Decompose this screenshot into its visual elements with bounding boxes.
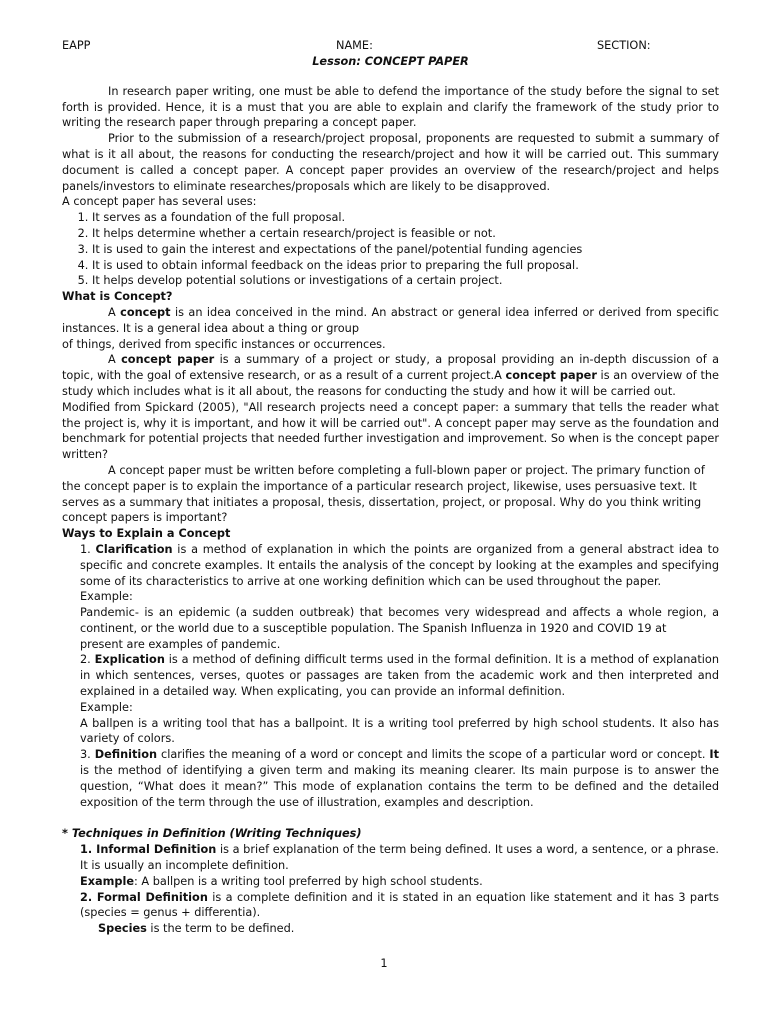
before-paragraph: A concept paper must be written before completing a full-blown paper or project. The primary function of the concept paper is to explain the importance of a particular research project, likewise, uses persuasive text. It serves as a summary that initiates a proposal, thesis, dissertation, project, or proposal. Why do you think writing concept papers is important? [62,463,705,525]
species-line: Species is the term to be defined. [98,922,295,936]
example-text: Pandemic- is an epidemic (a sudden outbreak) that becomes very widespread and affects a whole region, a continent, or the world due to a susceptible population. The Spanish Influenza in 1920 and COVID 19 at [80,606,719,635]
subject-label: EAPP [62,39,91,52]
term-bold: concept paper [121,353,215,367]
section-label: SECTION: [597,39,651,52]
informal-example: Example: A ballpen is a writing tool preferred by high school students. [80,874,483,888]
concept-line2: of things, derived from specific instances or occurrences. [62,337,386,351]
term-bold: Clarification [95,542,173,556]
lesson-title: Lesson: CONCEPT PAPER [312,55,469,68]
uses-intro: A concept paper has several uses: [62,195,257,209]
list-item: 2. It helps determine whether a certain research/project is feasible or not. [92,226,719,242]
example-label: Example: [80,700,133,714]
term-bold: Explication [94,653,165,667]
definition-block [62,747,719,810]
formal-definition: 2. Formal Definition is a complete definition and it is stated in an equation like statement and it has 3 parts (species = genus + differentia). [80,890,719,920]
explication-paragraph: 2. Explication is a method of defining difficult terms used in the formal definition. It is a method of explanation in which sentences, verses, quotes or passages are taken from the academic work and then interpreted and explained in a detailed way. When explicating, you can provide an informal definition. [80,653,719,699]
list-item: 5. It helps develop potential solutions or investigations of a certain project. [92,273,719,289]
proposal-paragraph: Prior to the submission of a research/project proposal, proponents are requested to submit a summary of what is it all about, the reasons for conducting the research/project and how it will be carried out. This summary document is called a concept paper. A concept paper provides an overview of the research/project and helps panels/investors to eliminate researches/proposals which are likely to be disapproved. [62,132,719,193]
term-bold: concept paper [505,369,597,383]
term-bold: Definition [94,748,158,762]
clarification-paragraph: 1. Clarification is a method of explanation in which the points are organized from a general abstract idea to specific and concrete examples. It entails the analysis of the concept by looking at the examples and specifying some of its characteristics to arrive at one working definition which can be used throughout the paper. [80,542,720,588]
intro-paragraph: In research paper writing, one must be able to defend the importance of the study before the signal to set forth is provided. Hence, it is a must that you are able to explain and clarify the framework of the study prior to writing the research paper through preparing a concept paper. [62,84,719,130]
list-item: 1. It serves as a foundation of the full proposal. [92,210,719,226]
section-heading: What is Concept? [62,290,173,304]
list-item: 3. It is used to gain the interest and expectations of the panel/potential funding agencies [92,242,719,258]
uses-list [62,210,719,289]
list-item: 4. It is used to obtain informal feedback on the ideas prior to preparing the full proposal. [92,258,719,274]
page-header [62,38,719,54]
name-label: NAME: [336,39,373,52]
informal-definition: 1. Informal Definition is a brief explanation of the term being defined. It uses a word, a sentence, or a phrase. It is usually an incomplete definition. [80,843,719,873]
concept-paper-paragraph: A concept paper is a summary of a project or study, a proposal providing an in-depth discussion of a topic, with the goal of extensive research, or as a result of a current project.A concept paper is an overview of the study which includes what is it all about, the reasons for conducting the study and how it will be carried out. [62,353,719,398]
example-label: Example: [80,590,133,604]
example-text: A ballpen is a writing tool that has a ballpoint. It is a writing tool preferred by high school students. It also has variety of colors. [80,716,719,746]
explication-block [62,652,719,747]
spickard-paragraph: Modified from Spickard (2005), "All research projects need a concept paper: a summary that tells the reader what the project is, why it is important, and how it will be carried out". A concept paper may serve as the foundation and benchmark for potential projects that needed further investigation and improvement. So when is the concept paper written? [62,400,719,462]
definition-paragraph: 3. Definition clarifies the meaning of a word or concept and limits the scope of a particular word or concept. It is the method of identifying a given term and making its meaning clearer. Its main purpose is to answer the question, “What does it mean?” This mode of explanation contains the term to be defined and the detailed exposition of the term through the use of illustration, examples and description. [80,748,719,809]
example-text-2: present are examples of pandemic. [80,637,281,651]
concept-paragraph: A concept is an idea conceived in the mind. An abstract or general idea inferred or derived from specific instances. It is a general idea about a thing or group [62,305,719,335]
section-heading: Ways to Explain a Concept [62,527,231,541]
term-bold: concept [120,305,171,319]
techniques-block [62,842,719,921]
techniques-heading: * Techniques in Definition (Writing Techniques) [62,827,362,841]
clarification-block [62,542,719,653]
page-number: 1 [380,957,388,970]
